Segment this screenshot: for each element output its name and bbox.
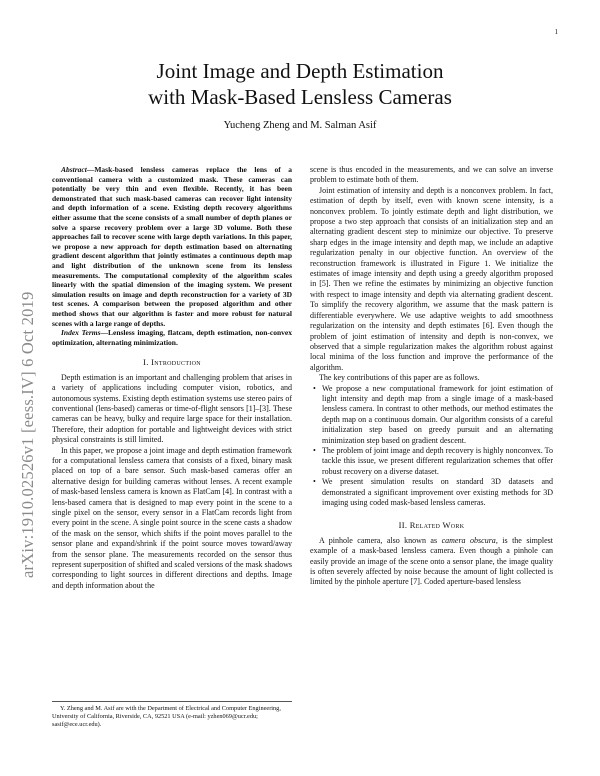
section-heading-related-work: II. Related Work xyxy=(398,520,465,531)
index-terms-text: —Lensless imaging, flatcam, depth estimation, non-convex optimization, alternating minimization. xyxy=(52,328,293,347)
abstract-label: Abstract xyxy=(61,165,87,174)
title-line-2: with Mask-Based Lensless Cameras xyxy=(148,85,452,109)
section-heading-introduction: I. Introduction xyxy=(143,357,201,368)
right-column xyxy=(310,165,553,588)
related-work-text-start: A pinhole camera, also known as xyxy=(319,535,442,545)
related-work-text-end: , is the simplest example of a mask-based lensless camera. Even though a pinhole can easily provide an image of the scene onto a sensor plane, the image quality is often severely affected by noise because the amount of light collected is limited by the pinhole aperture [7]. Coded aperture-based lensless xyxy=(310,535,553,587)
page-number: 1 xyxy=(554,28,558,36)
related-work-paragraph xyxy=(310,536,553,588)
contribution-item: • We propose a new computational framework for joint estimation of light intensity and depth map from a single image of a mask-based lensless camera. In contrast to other methods, our method estimates the depth map on a continuous domain. Our algorithm consists of a careful initialization step based on greedy pursuit and an alternating minimization step based on gradient descent. xyxy=(322,384,553,446)
paper-title xyxy=(60,58,540,110)
index-terms xyxy=(52,328,292,347)
related-work-italic-term: camera obscura xyxy=(441,535,496,545)
index-terms-label: Index Terms xyxy=(61,328,101,338)
contributions-list xyxy=(310,384,553,509)
arxiv-identifier-stamp: arXiv:1910.02526v1 [eess.IV] 6 Oct 2019 xyxy=(18,291,37,578)
authors: Yucheng Zheng and M. Salman Asif xyxy=(223,120,377,131)
left-column xyxy=(52,165,292,591)
author-footnote xyxy=(52,701,292,730)
intro-paragraph-1: Depth estimation is an important and challenging problem that arises in a variety of applications including computer vision, robotics, and autonomous systems. Existing depth estimation systems use stereo pairs of conventional (lens-based) cameras or time-of-flight sensors [1]–[3]. These cameras can be heavy, bulky and require large space for their installation. Therefore, their adoption for portable and lightweight devices with strict physical constraints is still limited. xyxy=(52,372,292,445)
title-line-1: Joint Image and Depth Estimation xyxy=(156,59,444,83)
abstract xyxy=(52,165,292,328)
intro-paragraph-2: In this paper, we propose a joint image and depth estimation framework for a computational lensless camera that consists of a fixed, binary mask placed on top of a bare sensor. Such mask-based cameras offer an alternative design for building cameras without lenses. A recent example of mask-based lensless camera is known as FlatCam [4]. In contrast with a lens-based camera that is designed to map every point in the scene to a single pixel on the sensor, every sensor in a FlatCam records light from every point in the scene. A single point source in the scene casts a shadow of the mask on the sensor, which shifts if the point moves parallel to the sensor plane and expand/shrink if the point source moves toward/away from the sensor plane. The measurements recorded on the sensor thus represent superposition of shifted and scaled versions of the mask shadows corresponding to light sources in different directions and depths. Image and depth information about the xyxy=(52,445,292,590)
body-paragraph-approach: Joint estimation of intensity and depth is a nonconvex problem. In fact, estimation of depth by itself, even with known scene intensity, is a nonconvex problem. To jointly estimate depth and light distribution, we propose a two step approach that consists of an initialization step and an alternating gradient descent step to minimize our objective. To preserve sharp edges in the image intensity and depth map, we include an adaptive regularization penalty in our objective function. An overview of the reconstruction framework is illustrated in Figure 1. We initialize the estimates of image intensity and depth using a greedy algorithm proposed in [5]. Then we refine the estimates by minimizing an objective function with respect to image intensity and depth via alternating gradient descent. To simplify the recovery algorithm, we assume that the mask pattern is differentiable everywhere. We use adaptive weights to add smoothness regularization on the intensity and depth estimates [6]. Even though the problem of joint estimation of intensity and depth is non-convex, we observed that a simple regularization makes the algorithm robust against local minima of the loss function and improve the performance of the algorithm. xyxy=(310,185,553,372)
footnote-text: Y. Zheng and M. Asif are with the Department of Electrical and Computer Engineering, University of California, Riverside, CA, 92521 USA (e-mail: yzhen069@ucr.edu; sasif@ece.ucr.edu). xyxy=(52,705,281,729)
contribution-item: • The problem of joint image and depth recovery is highly nonconvex. To tackle this issue, we present different regularization schemes that offer robust recovery on a diverse dataset. xyxy=(322,446,553,477)
body-paragraph-contributions-intro: The key contributions of this paper are as follows. xyxy=(319,373,480,383)
continued-paragraph: scene is thus encoded in the measurements, and we can solve an inverse problem to estimate both of them. xyxy=(310,165,553,185)
contribution-item: • We present simulation results on standard 3D datasets and demonstrated a significant improvement over existing methods for 3D imaging using coded mask-based lensless cameras. xyxy=(322,477,553,508)
abstract-text: —Mask-based lensless cameras replace the lens of a conventional camera with a customized mask. These cameras can potentially be very thin and even flexible. Recently, it has been demonstrated that such mask-based cameras can recover light intensity and depth information of a scene. Existing depth recovery algorithms either assume that the scene consists of a small number of depth planes or solve a sparse recovery problem over a large 3D volume. Both these approaches fail to recover scene with large depth variations. In this paper, we propose a new approach for depth estimation based on alternating gradient descent algorithm that jointly estimates a continuous depth map and light distribution of the unknown scene from its lensless measurements. The computational complexity of the algorithm scales linearly with the spatial dimension of the imaging system. We present simulation results on image and depth reconstruction for a variety of 3D test scenes. A comparison between the proposed algorithm and other method shows that our algorithm is faster and more robust for natural scenes with a large range of depths. xyxy=(52,165,292,328)
